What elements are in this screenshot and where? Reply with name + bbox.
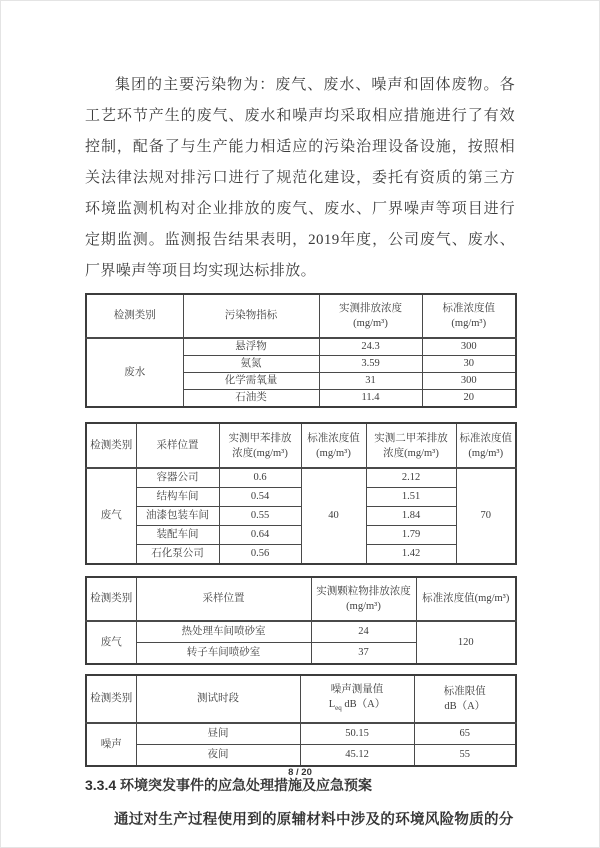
limit-cell: 65 — [414, 723, 516, 745]
toluene-cell: 0.64 — [219, 526, 301, 545]
header-toluene — [219, 423, 301, 468]
xylene-cell: 1.84 — [366, 507, 456, 526]
header-line: 噪声测量值 — [330, 684, 384, 695]
wastewater-table — [85, 293, 517, 408]
category-cell: 废水 — [86, 338, 183, 407]
toluene-cell: 0.54 — [219, 488, 301, 507]
header-location: 采样位置 — [136, 577, 311, 621]
xylene-cell: 2.12 — [366, 468, 456, 488]
header-line: 实测颗粒物排放浓度 — [316, 586, 411, 597]
header-toluene-standard — [301, 423, 366, 468]
indicator-cell: 石油类 — [183, 390, 319, 408]
location-cell: 容器公司 — [136, 468, 219, 488]
header-location: 采样位置 — [136, 423, 219, 468]
toluene-cell: 0.6 — [219, 468, 301, 488]
header-unit: (mg/m³) — [316, 447, 351, 459]
standard-cell: 300 — [422, 373, 516, 390]
xylene-cell: 1.51 — [366, 488, 456, 507]
header-line: 标准限值 — [443, 686, 486, 698]
location-cell: 转子车间喷砂室 — [136, 643, 311, 665]
header-unit: 浓度(mg/m³) — [383, 447, 439, 459]
header-line: 实测二甲苯排放 — [374, 432, 448, 444]
header-line: 实测排放浓度 — [339, 303, 402, 314]
toluene-cell: 0.56 — [219, 545, 301, 565]
header-unit: (mg/m³) — [353, 318, 388, 329]
table-row — [86, 468, 516, 488]
exhaust-toluene-xylene-table — [85, 422, 517, 565]
xylene-cell: 1.79 — [366, 526, 456, 545]
xylene-cell: 1.42 — [366, 545, 456, 565]
section-heading: 3.3.4 环境突发事件的应急处理措施及应急预案 — [85, 777, 373, 794]
header-unit: (mg/m³) — [451, 318, 487, 329]
header-line: 实测甲苯排放 — [228, 432, 292, 444]
header-line: 标准浓度值 — [459, 432, 512, 444]
measured-cell: 11.4 — [319, 390, 422, 408]
value-cell: 50.15 — [300, 723, 414, 745]
table-header-row — [86, 577, 516, 621]
indicator-cell: 氨氮 — [183, 356, 319, 373]
category-cell: 噪声 — [86, 723, 136, 766]
table-row — [86, 745, 516, 767]
standard-cell: 20 — [422, 390, 516, 408]
toluene-cell: 0.55 — [219, 507, 301, 526]
table-row — [86, 621, 516, 643]
header-unit: (mg/m³) — [346, 601, 381, 612]
noise-table — [85, 674, 517, 767]
location-cell: 装配车间 — [136, 526, 219, 545]
indicator-cell: 悬浮物 — [183, 338, 319, 356]
measured-cell: 37 — [311, 643, 416, 665]
header-standard — [422, 294, 516, 338]
toluene-standard-cell: 40 — [301, 468, 366, 564]
header-measured — [311, 577, 416, 621]
header-standard: 标准浓度值(mg/m³) — [416, 577, 516, 621]
period-cell: 夜间 — [136, 745, 300, 767]
category-cell: 废气 — [86, 468, 136, 564]
table-header-row — [86, 675, 516, 723]
standard-cell: 30 — [422, 356, 516, 373]
table-row — [86, 723, 516, 745]
header-unit: dB（A） — [444, 701, 486, 713]
exhaust-dust-table — [85, 576, 517, 665]
value-cell: 45.12 — [300, 745, 414, 767]
measured-cell: 3.59 — [319, 356, 422, 373]
db-unit: dB（A） — [341, 699, 386, 710]
header-period: 测试时段 — [136, 675, 300, 723]
header-noise-value — [300, 675, 414, 723]
header-unit — [303, 697, 412, 716]
header-line: 标准浓度值 — [442, 303, 495, 314]
indicator-cell: 化学需氧量 — [183, 373, 319, 390]
header-category: 检测类别 — [86, 294, 183, 338]
category-cell: 废气 — [86, 621, 136, 664]
measured-cell: 31 — [319, 373, 422, 390]
header-line: 标准浓度值 — [307, 432, 360, 444]
xylene-standard-cell: 70 — [456, 468, 516, 564]
header-category: 检测类别 — [86, 675, 136, 723]
header-category: 检测类别 — [86, 423, 136, 468]
page-number: 8 / 20 — [288, 767, 312, 778]
location-cell: 石化泵公司 — [136, 545, 219, 565]
header-category: 检测类别 — [86, 577, 136, 621]
standard-cell: 120 — [416, 621, 516, 664]
header-indicator: 污染物指标 — [183, 294, 319, 338]
location-cell: 结构车间 — [136, 488, 219, 507]
leq-subscript: eq — [335, 704, 342, 713]
standard-cell: 300 — [422, 338, 516, 356]
limit-cell: 55 — [414, 745, 516, 767]
intro-paragraph: 集团的主要污染物为：废气、废水、噪声和固体废物。各工艺环节产生的废气、废水和噪声均采取相应措施进行了有效控制，配备了与生产能力相适应的污染治理设备设施，按照相关法律法规对排污口进行了规范化建设，委托有资质的第三方环境监测机构对企业排放的废气、废水、厂界噪声等项目进行定期监测。监测报告结果表明，2019年度，公司废气、废水、厂界噪声等项目均实现达标排放。 — [85, 77, 515, 279]
table-header-row — [86, 423, 516, 468]
measured-cell: 24.3 — [319, 338, 422, 356]
header-measured — [319, 294, 422, 338]
header-xylene — [366, 423, 456, 468]
header-unit: 浓度(mg/m³) — [232, 447, 288, 459]
leq-symbol: L — [328, 699, 336, 710]
location-cell: 热处理车间喷砂室 — [136, 621, 311, 643]
measured-cell: 24 — [311, 621, 416, 643]
header-xylene-standard — [456, 423, 516, 468]
period-cell: 昼间 — [136, 723, 300, 745]
table-header-row — [86, 294, 516, 338]
table-row — [86, 338, 516, 356]
header-limit — [414, 675, 516, 723]
location-cell: 油漆包装车间 — [136, 507, 219, 526]
closing-paragraph: 通过对生产过程使用到的原辅材料中涉及的环境风险物质的分 — [114, 812, 514, 829]
header-unit: (mg/m³) — [468, 447, 504, 459]
